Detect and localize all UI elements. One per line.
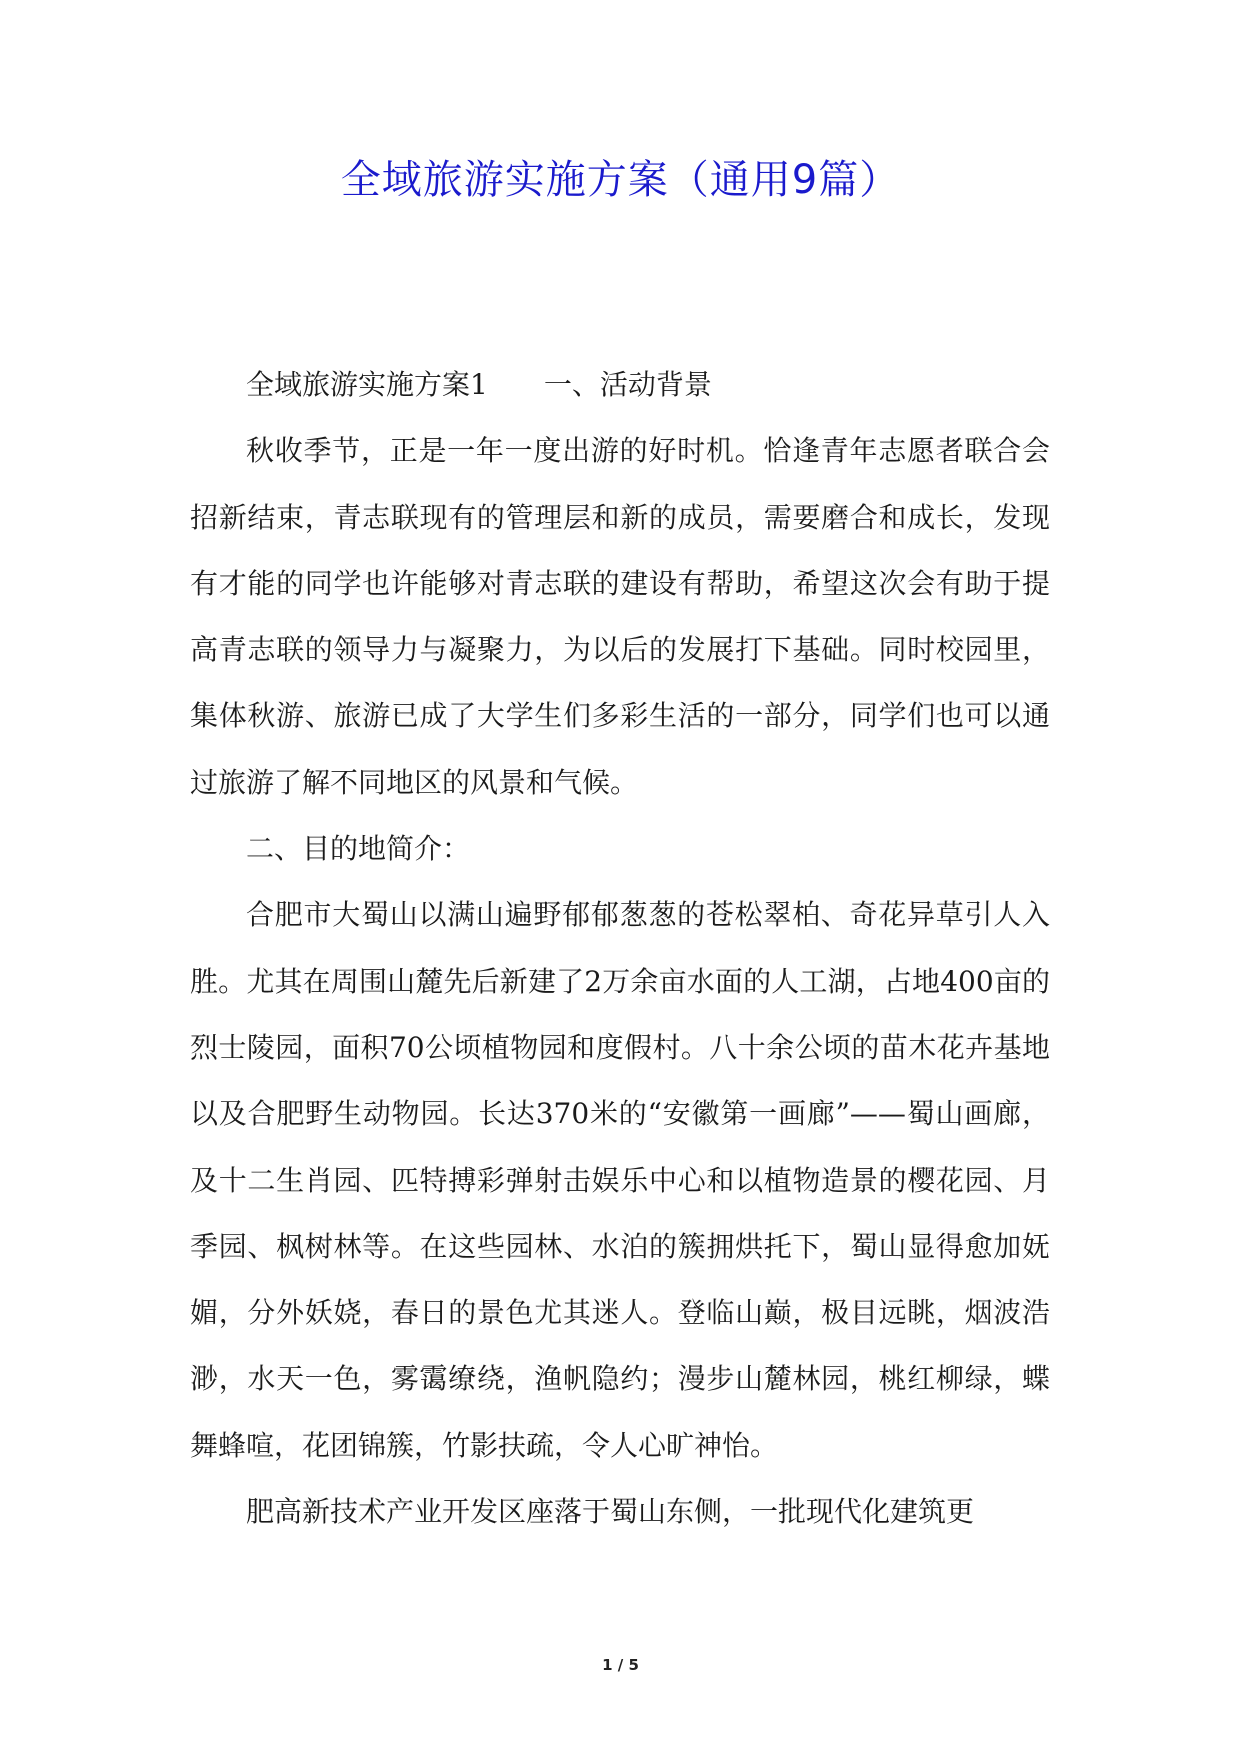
paragraph-destination: 合肥市大蜀山以满山遍野郁郁葱葱的苍松翠柏、奇花异草引人入胜。尤其在周围山麓先后新建了2万余亩水面的人工湖，占地400亩的烈士陵园，面积70公顷植物园和度假村。八十余公顷的苗木花卉基地以及合肥野生动物园。长达370米的“安徽第一画廊”——蜀山画廊，及十二生肖园、匹特搏彩弹射击娱乐中心和以植物造景的樱花园、月季园、枫树林等。在这些园林、水泊的簇拥烘托下，蜀山显得愈加妩媚，分外妖娆，春日的景色尤其迷人。登临山巅，极目远眺，烟波浩渺，水天一色，雾霭缭绕，渔帆隐约；漫步山麓林园，桃红柳绿，蝶舞蜂喧，花团锦簇，竹影扶疏，令人心旷神怡。 (190, 898, 1050, 1462)
document-title: 全域旅游实施方案（通用9篇） (340, 157, 901, 203)
document-body (190, 352, 1050, 1545)
paragraph-heading-2: 二、目的地简介： (246, 832, 471, 866)
paragraph-hightech-zone: 肥高新技术产业开发区座落于蜀山东侧，一批现代化建筑更 (246, 1495, 975, 1529)
paragraph-background: 秋收季节，正是一年一度出游的好时机。恰逢青年志愿者联合会招新结束，青志联现有的管理层和新的成员，需要磨合和成长，发现有才能的同学也许能够对青志联的建设有帮助，希望这次会有助于提高青志联的领导力与凝聚力，为以后的发展打下基础。同时校园里，集体秋游、旅游已成了大学生们多彩生活的一部分，同学们也可以通过旅游了解不同地区的风景和气候。 (190, 434, 1050, 799)
page-number: 1 / 5 (602, 1656, 639, 1674)
paragraph-heading-1: 全域旅游实施方案1 一、活动背景 (246, 368, 712, 401)
